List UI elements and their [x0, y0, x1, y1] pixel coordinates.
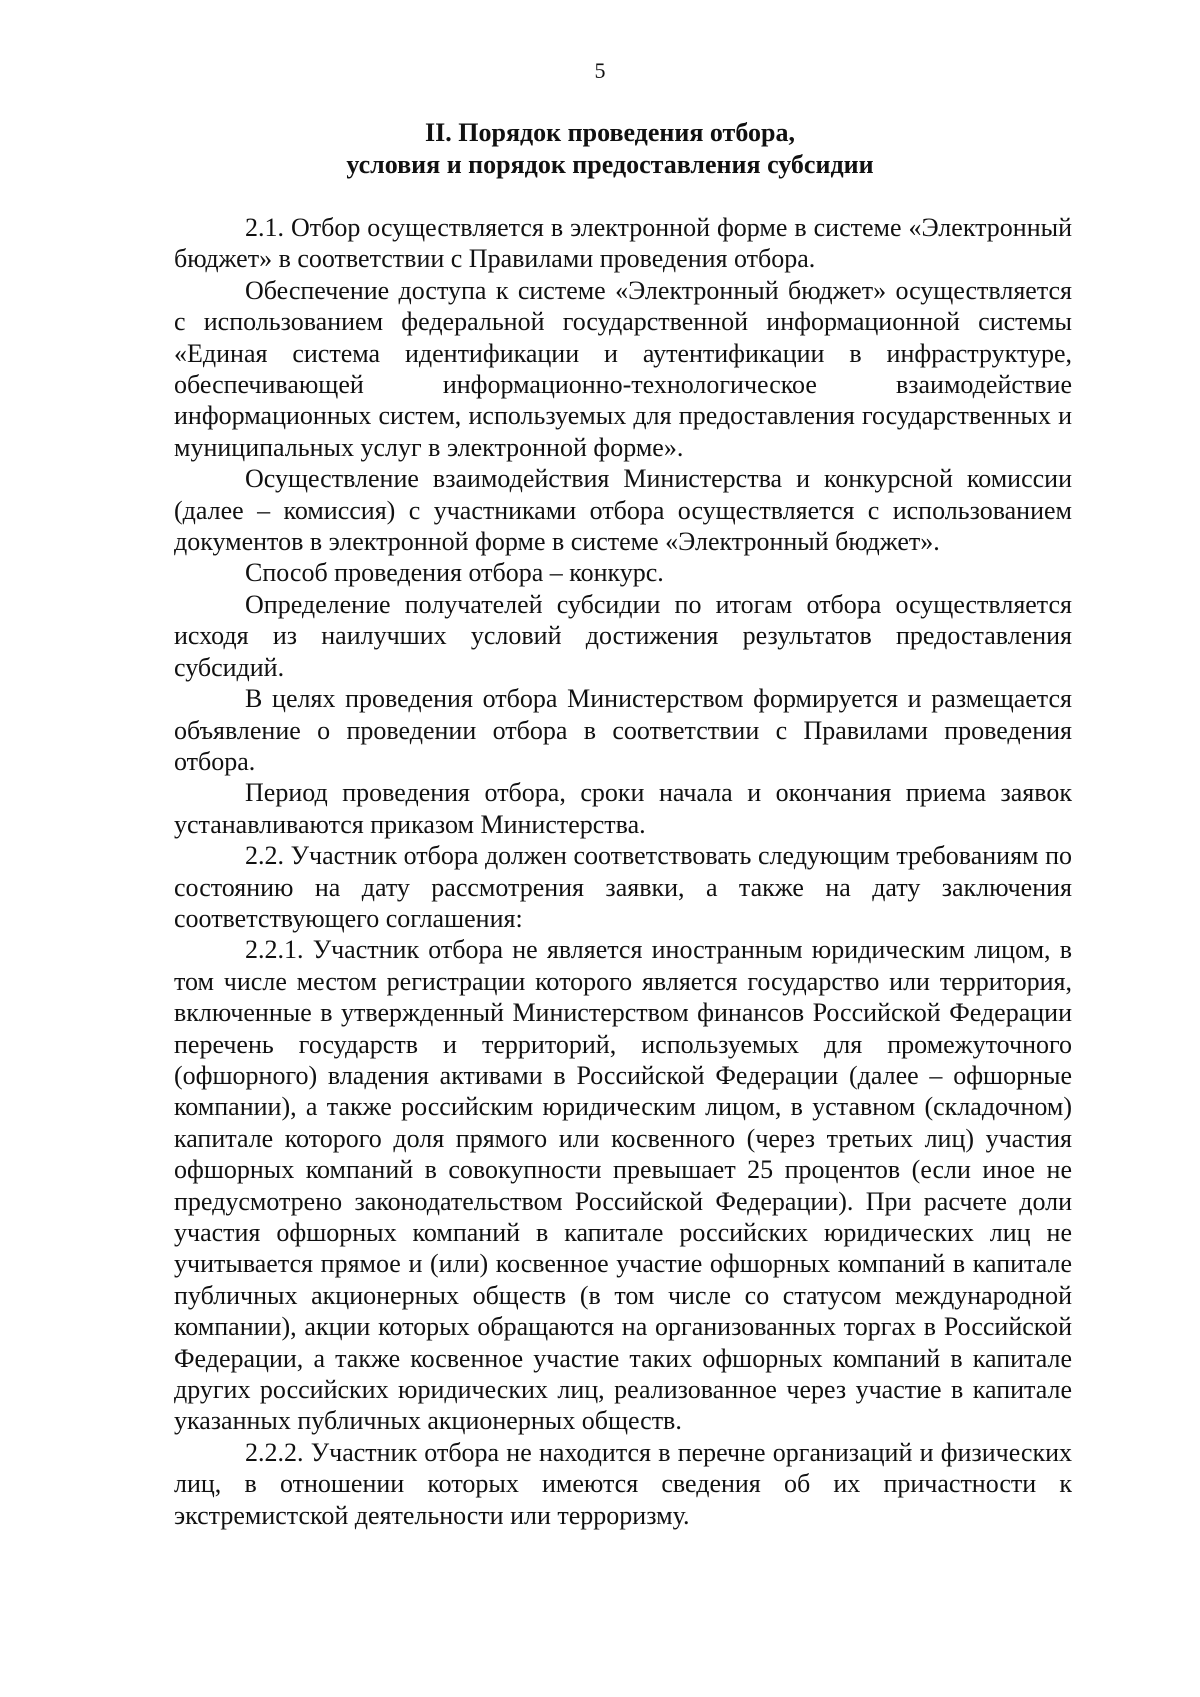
paragraph-2-1: 2.1. Отбор осуществляется в электронной форме в системе «Электронный бюджет» в соответствии с Правилами проведения отбора. [174, 213, 1072, 274]
paragraph-2-2: 2.2. Участник отбора должен соответствовать следующим требованиям по состоянию на дату рассмотрения заявки, а также на дату заключения соответствующего соглашения: [174, 841, 1072, 933]
paragraph-access: Обеспечение доступа к системе «Электронный бюджет» осуществляется с использованием федеральной государственной информационной системы «Единая система идентификации и аутентификации в инфраструктуре, обеспечивающей информационно-технологическое взаимодействие информационных систем, используемых для предоставления государственных и муниципальных услуг в электронной форме». [174, 275, 1072, 462]
document-body [174, 212, 1072, 1531]
paragraph-announcement: В целях проведения отбора Министерством формируется и размещается объявление о проведении отбора в соответствии с Правилами проведения отбора. [174, 684, 1072, 776]
section-title-line-1: II. Порядок проведения отбора, [425, 118, 795, 147]
section-title [170, 117, 1050, 181]
paragraph-method: Способ проведения отбора – конкурс. [245, 558, 664, 588]
paragraph-period: Период проведения отбора, сроки начала и окончания приема заявок устанавливаются приказом Министерства. [174, 778, 1072, 839]
paragraph-2-2-2: 2.2.2. Участник отбора не находится в перечне организаций и физических лиц, в отношении которых имеются сведения об их причастности к экстремистской деятельности или терроризму. [174, 1437, 1072, 1530]
paragraph-recipients: Определение получателей субсидии по итогам отбора осуществляется исходя из наилучших условий достижения результатов предоставления субсидий. [174, 589, 1072, 682]
page-number: 5 [594, 58, 606, 83]
paragraph-2-2-1: 2.2.1. Участник отбора не является иностранным юридическим лицом, в том числе местом регистрации которого является государство или территория, включенные в утвержденный Министерством финансов Российской Федерации перечень государств и территорий, используемых для промежуточного (офшорного) владения активами в Российской Федерации (далее – офшорные компании), а также российским юридическим лицом, в уставном (складочном) капитале которого доля прямого или косвенного (через третьих лиц) участия офшорных компаний в совокупности превышает 25 процентов (если иное не предусмотрено законодательством Российской Федерации). При расчете доли участия офшорных компаний в капитале российских юридических лиц не учитывается прямое и (или) косвенное участие офшорных компаний в капитале публичных акционерных обществ (в том числе со статусом международной компании), акции которых обращаются на организованных торгах в Российской Федерации, а также косвенное участие таких офшорных компаний в капитале других российских юридических лиц, реализованное через участие в капитале указанных публичных акционерных обществ. [174, 935, 1072, 1436]
paragraph-interaction: Осуществление взаимодействия Министерства и конкурсной комиссии (далее – комиссия) с участниками отбора осуществляется с использованием документов в электронной форме в системе «Электронный бюджет». [174, 464, 1072, 557]
section-title-line-2: условия и порядок предоставления субсидии [346, 150, 874, 179]
